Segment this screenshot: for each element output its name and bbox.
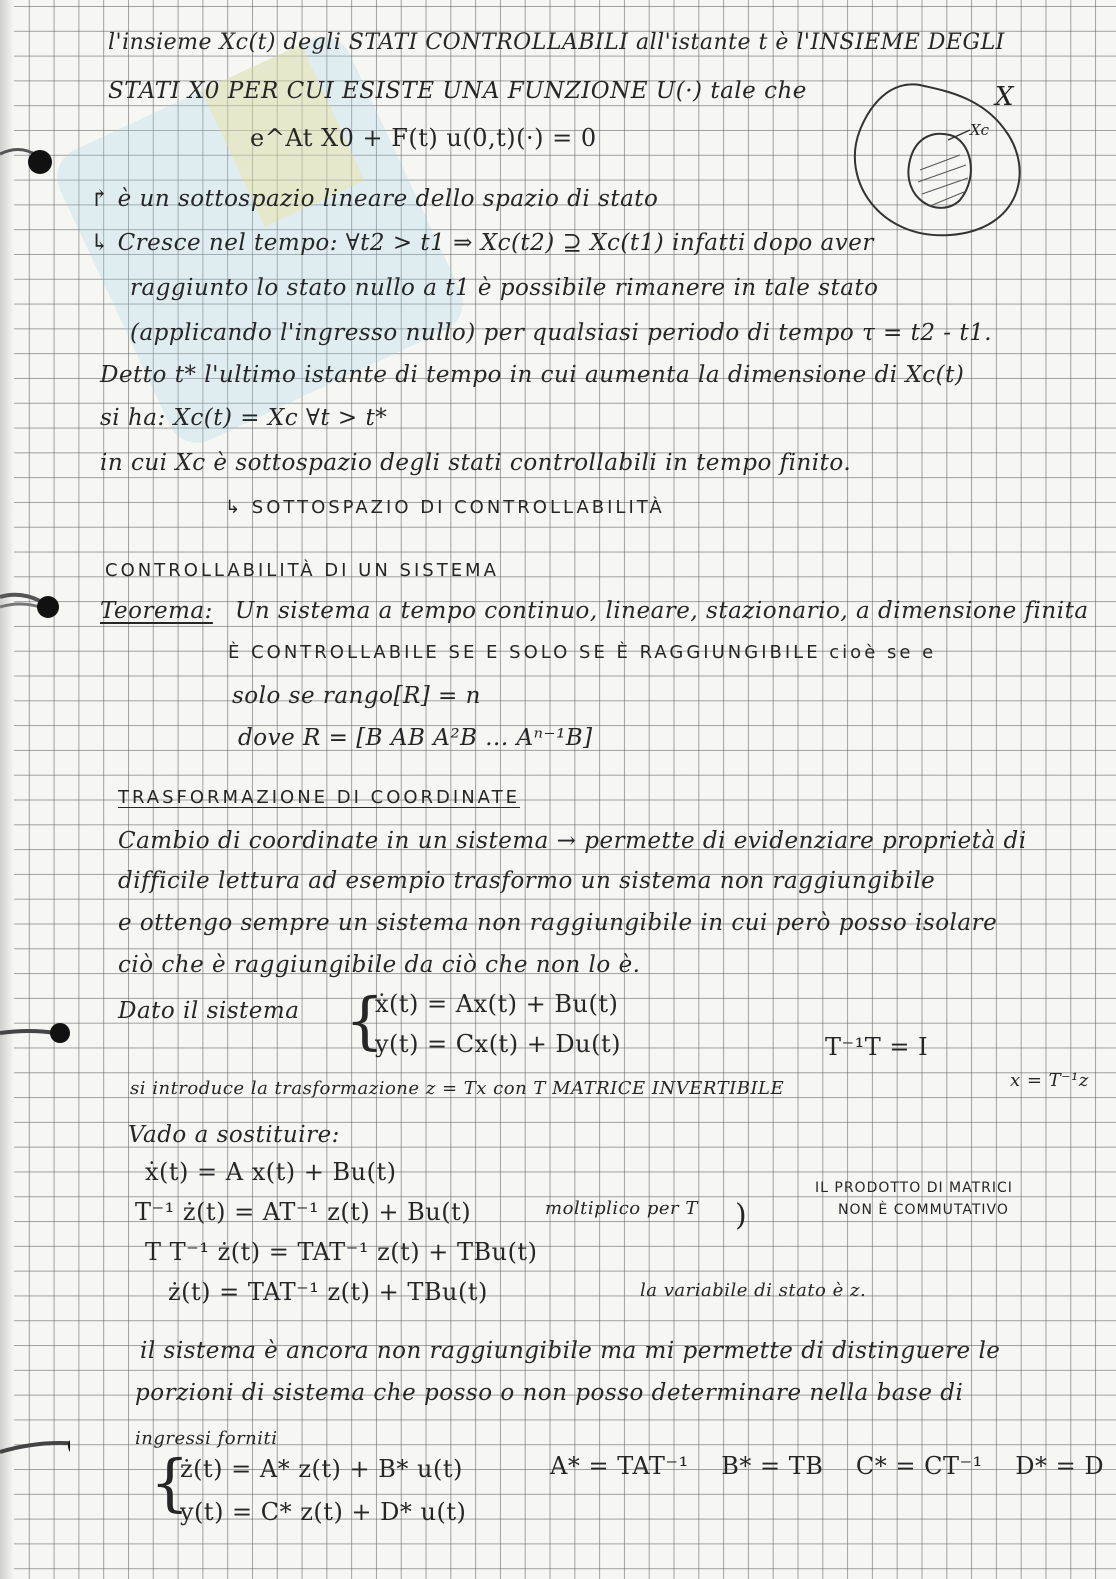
sketch-label-xc: Xc bbox=[970, 121, 990, 139]
text-line: ↳ SOTTOSPAZIO DI CONTROLLABILITÀ bbox=[225, 497, 665, 518]
text-line: dove R = [B AB A²B ... Aⁿ⁻¹B] bbox=[238, 725, 593, 751]
section-heading: CONTROLLABILITÀ DI UN SISTEMA bbox=[105, 560, 499, 581]
text-line: e ottengo sempre un sistema non raggiungibile in cui però posso isolare bbox=[118, 910, 998, 936]
formula-line: ẋ(t) = A x(t) + Bu(t) bbox=[145, 1158, 397, 1186]
page-left-edge bbox=[0, 0, 14, 1579]
formula-line: ż(t) = A* z(t) + B* u(t) bbox=[180, 1455, 463, 1483]
text-line: x = T⁻¹z bbox=[1010, 1070, 1089, 1091]
text-line: l'insieme Xc(t) degli STATI CONTROLLABILI all'istante t è l'INSIEME DEGLI bbox=[108, 30, 1005, 55]
text-line: È CONTROLLABILE SE E SOLO SE È RAGGIUNGIBILE cioè se e bbox=[228, 642, 937, 663]
section-heading: TRASFORMAZIONE DI COORDINATE bbox=[118, 787, 520, 808]
text-line: si ha: Xc(t) = Xc ∀t > t* bbox=[100, 405, 388, 431]
side-note: IL PRODOTTO DI MATRICI bbox=[815, 1180, 1013, 1196]
system-brace: { bbox=[345, 984, 385, 1057]
text-line: il sistema è ancora non raggiungibile ma mi permette di distinguere le bbox=[140, 1338, 1001, 1364]
formula-line: y(t) = C* z(t) + D* u(t) bbox=[180, 1498, 467, 1526]
text-line: porzioni di sistema che posso o non posso determinare nella base di bbox=[135, 1380, 964, 1406]
system-brace: { bbox=[150, 1446, 190, 1519]
text-line: solo se rango[R] = n bbox=[232, 683, 481, 709]
text-line: Vado a sostituire: bbox=[128, 1122, 340, 1148]
subspace-sketch bbox=[830, 70, 1040, 245]
binder-ring-icon bbox=[0, 140, 70, 182]
text-line: ciò che è raggiungibile da ciò che non lo è. bbox=[118, 952, 641, 978]
formula-line: e^At X0 + F(t) u(0,t)(·) = 0 bbox=[250, 124, 597, 152]
formula-line: y(t) = Cx(t) + Du(t) bbox=[375, 1030, 622, 1058]
formula-line: ẋ(t) = Ax(t) + Bu(t) bbox=[375, 990, 619, 1018]
text-line: si introduce la trasformazione z = Tx con T MATRICE INVERTIBILE bbox=[130, 1078, 785, 1099]
text-line: in cui Xc è sottospazio degli stati controllabili in tempo finito. bbox=[100, 450, 852, 476]
text-line: ↳ Cresce nel tempo: ∀t2 > t1 ⇒ Xc(t2) ⊇ Xc(t1) infatti dopo aver bbox=[90, 230, 874, 256]
formula-line: A* = TAT⁻¹ B* = TB C* = CT⁻¹ D* = D bbox=[550, 1452, 1105, 1480]
binder-ring-icon bbox=[0, 585, 70, 627]
formula-line: T T⁻¹ ż(t) = TAT⁻¹ z(t) + TBu(t) bbox=[145, 1238, 538, 1266]
formula-line: T⁻¹T = I bbox=[825, 1033, 929, 1061]
text-line: Cambio di coordinate in un sistema → permette di evidenziare proprietà di bbox=[118, 828, 1027, 854]
text-line: Detto t* l'ultimo istante di tempo in cui aumenta la dimensione di Xc(t) bbox=[100, 362, 965, 388]
sketch-label-x: X bbox=[995, 82, 1014, 112]
text-line: ingressi forniti bbox=[135, 1428, 278, 1449]
formula-line: ż(t) = TAT⁻¹ z(t) + TBu(t) bbox=[168, 1278, 488, 1306]
text-line: (applicando l'ingresso nullo) per qualsiasi periodo di tempo τ = t2 - t1. bbox=[130, 320, 993, 346]
theorem-label: Teorema: bbox=[100, 598, 213, 624]
bracket-icon: ) bbox=[735, 1198, 748, 1233]
text-line: STATI X0 PER CUI ESISTE UNA FUNZIONE U(·) tale che bbox=[108, 78, 807, 104]
formula-line: T⁻¹ ż(t) = AT⁻¹ z(t) + Bu(t) bbox=[135, 1198, 472, 1226]
binder-ring-icon bbox=[0, 1430, 70, 1472]
text-line: difficile lettura ad esempio trasformo un sistema non raggiungibile bbox=[118, 868, 936, 894]
text-line: Un sistema a tempo continuo, lineare, stazionario, a dimensione finita bbox=[235, 598, 1089, 624]
text-line: Dato il sistema bbox=[118, 998, 300, 1024]
binder-ring-icon bbox=[0, 1015, 70, 1057]
text-line: la variabile di stato è z. bbox=[640, 1280, 867, 1301]
text-line: moltiplico per T bbox=[545, 1198, 698, 1219]
text-line: raggiunto lo stato nullo a t1 è possibile rimanere in tale stato bbox=[130, 275, 879, 301]
side-note: NON È COMMUTATIVO bbox=[838, 1202, 1009, 1218]
text-line: ↱ è un sottospazio lineare dello spazio di stato bbox=[90, 186, 659, 212]
